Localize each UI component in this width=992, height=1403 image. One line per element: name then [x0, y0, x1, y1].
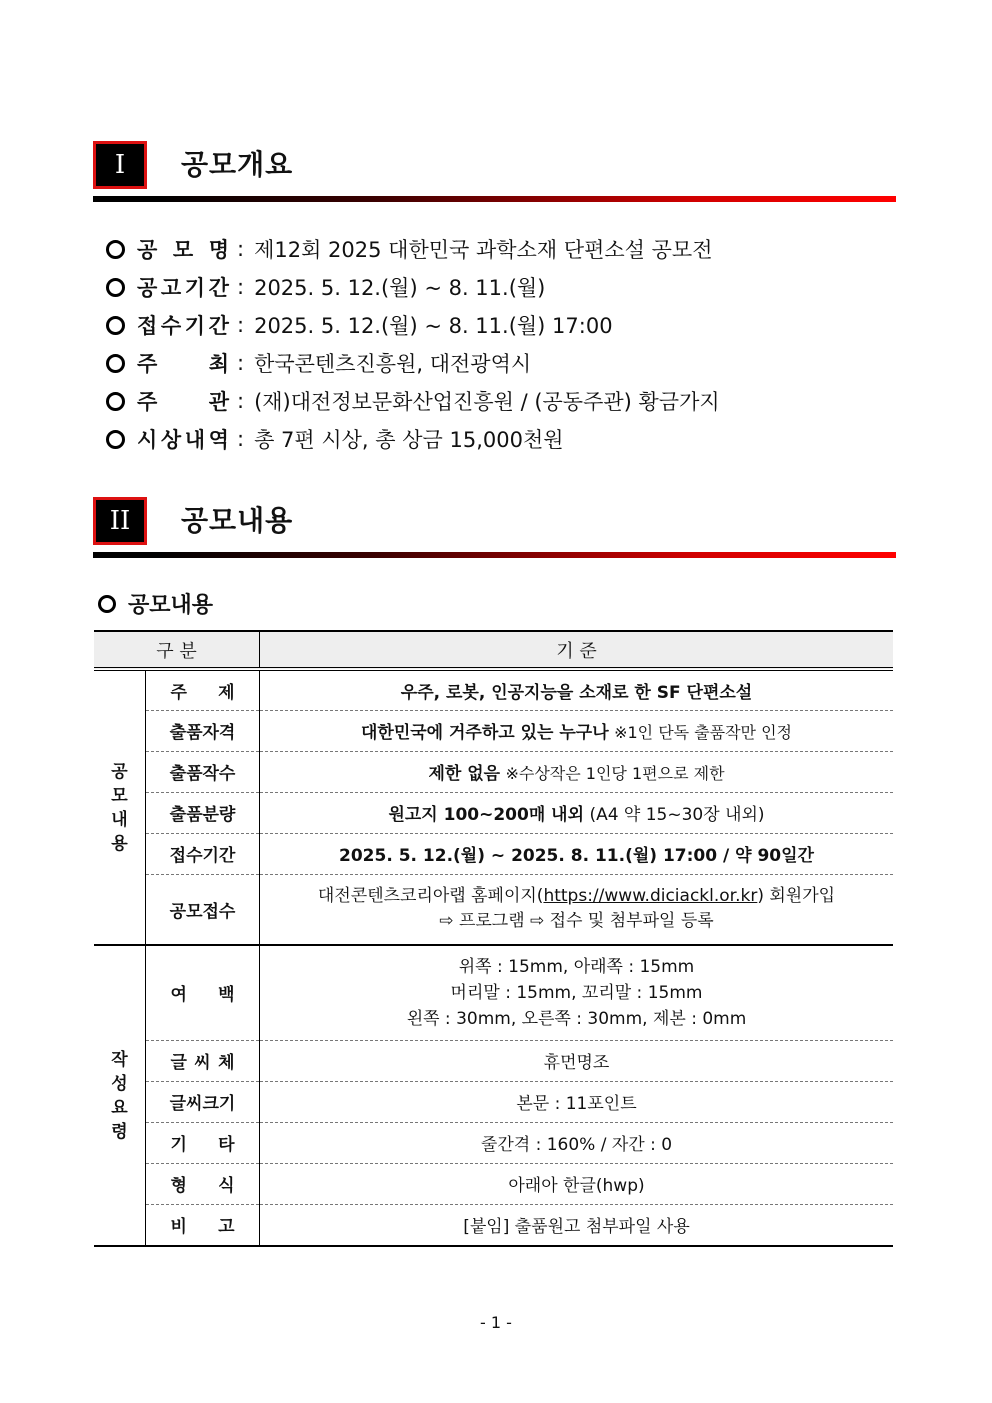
table-row [94, 1081, 893, 1122]
section-1-number: I [93, 141, 147, 189]
table-row [94, 1040, 893, 1081]
header-criteria: 기 준 [260, 631, 894, 669]
section-1-header [93, 141, 896, 203]
overview-value: 2025. 5. 12.(월) ~ 8. 11.(월) 17:00 [254, 314, 613, 338]
section-1-title: 공모개요 [181, 148, 294, 181]
contest-table [94, 630, 893, 1247]
section-2-number: II [93, 497, 147, 545]
row-value: 본문 : 11포인트 [260, 1081, 894, 1122]
overview-value: 2025. 5. 12.(월) ~ 8. 11.(월) [254, 276, 546, 300]
table-row [94, 833, 893, 874]
table-row [94, 792, 893, 833]
row-value: 원고지 100~200매 내외 (A4 약 15~30장 내외) [260, 792, 894, 833]
overview-item: 주 최 : 한국콘텐츠진흥원, 대전광역시 [106, 344, 886, 382]
circle-bullet-icon [98, 595, 116, 613]
section-2-divider [93, 552, 896, 558]
row-value: 대한민국에 거주하고 있는 누구나 ※1인 단독 출품작만 인정 [260, 710, 894, 751]
overview-value: 총 7편 시상, 총 상금 15,000천원 [254, 428, 564, 452]
row-value: 아래아 한글(hwp) [260, 1163, 894, 1204]
row-label: 형 식 [146, 1163, 260, 1204]
subheading: 공모내용 [98, 588, 213, 619]
overview-item: 접 수 기 간 : 2025. 5. 12.(월) ~ 8. 11.(월) 17:00 [106, 306, 886, 344]
row-label: 출품작수 [146, 751, 260, 792]
table-row [94, 710, 893, 751]
overview-label: 공 모 명 [137, 238, 229, 262]
row-value: 휴먼명조 [260, 1040, 894, 1081]
row-value: 대전콘텐츠코리아랩 홈페이지(https://www.diciackl.or.kr) 회원가입 ⇨ 프로그램 ⇨ 접수 및 첨부파일 등록 [260, 874, 894, 945]
overview-value: 제12회 2025 대한민국 과학소재 단편소설 공모전 [254, 238, 713, 262]
table-row [94, 1204, 893, 1246]
row-value: 줄간격 : 160% / 자간 : 0 [260, 1122, 894, 1163]
circle-bullet-icon [106, 354, 125, 373]
table-row [94, 751, 893, 792]
overview-label: 주 관 [137, 390, 229, 414]
row-label: 주 제 [146, 669, 260, 710]
row-value: 2025. 5. 12.(월) ~ 2025. 8. 11.(월) 17:00 / 약 90일간 [260, 833, 894, 874]
overview-value: (재)대전정보문화산업진흥원 / (공동주관) 황금가지 [254, 390, 720, 414]
homepage-link[interactable]: https://www.diciackl.or.kr [543, 886, 758, 907]
row-label: 글씨크기 [146, 1081, 260, 1122]
row-value: 위쪽 : 15mm, 아래쪽 : 15mm 머리말 : 15mm, 꼬리말 : 15mm 왼쪽 : 30mm, 오른쪽 : 30mm, 제본 : 0mm [260, 945, 894, 1040]
circle-bullet-icon [106, 316, 125, 335]
table-row [94, 1163, 893, 1204]
circle-bullet-icon [106, 430, 125, 449]
row-label: 비 고 [146, 1204, 260, 1246]
overview-item: 주 관 : (재)대전정보문화산업진흥원 / (공동주관) 황금가지 [106, 382, 886, 420]
overview-label: 접 수 기 간 [137, 314, 229, 338]
group-label-contest: 공 모 내 용 [94, 669, 146, 945]
row-label: 출품분량 [146, 792, 260, 833]
section-2-title: 공모내용 [181, 504, 294, 537]
row-value: 우주, 로봇, 인공지능을 소재로 한 SF 단편소설 [260, 669, 894, 710]
overview-label: 시 상 내 역 [137, 428, 229, 452]
header-division: 구 분 [94, 631, 260, 669]
overview-item: 공 고 기 간 : 2025. 5. 12.(월) ~ 8. 11.(월) [106, 268, 886, 306]
circle-bullet-icon [106, 240, 125, 259]
overview-item: 공 모 명 : 제12회 2025 대한민국 과학소재 단편소설 공모전 [106, 230, 886, 268]
row-label: 출품자격 [146, 710, 260, 751]
overview-item: 시 상 내 역 : 총 7편 시상, 총 상금 15,000천원 [106, 420, 886, 458]
row-label: 글 씨 체 [146, 1040, 260, 1081]
overview-label: 주 최 [137, 352, 229, 376]
row-value: 제한 없음 ※수상작은 1인당 1편으로 제한 [260, 751, 894, 792]
overview-label: 공 고 기 간 [137, 276, 229, 300]
row-value: [붙임] 출품원고 첨부파일 사용 [260, 1204, 894, 1246]
section-2-header [93, 497, 896, 559]
overview-list [106, 230, 886, 458]
circle-bullet-icon [106, 392, 125, 411]
table-row [94, 1122, 893, 1163]
page-number: - 1 - [480, 1313, 512, 1332]
row-label: 접수기간 [146, 833, 260, 874]
table-header-row [94, 631, 893, 669]
row-label: 공모접수 [146, 874, 260, 945]
row-label: 여 백 [146, 945, 260, 1040]
row-label: 기 타 [146, 1122, 260, 1163]
table-row [94, 669, 893, 710]
section-1-divider [93, 196, 896, 202]
group-label-writing: 작 성 요 령 [94, 945, 146, 1246]
table-row [94, 874, 893, 945]
table-row [94, 945, 893, 1040]
overview-value: 한국콘텐츠진흥원, 대전광역시 [254, 352, 532, 376]
circle-bullet-icon [106, 278, 125, 297]
